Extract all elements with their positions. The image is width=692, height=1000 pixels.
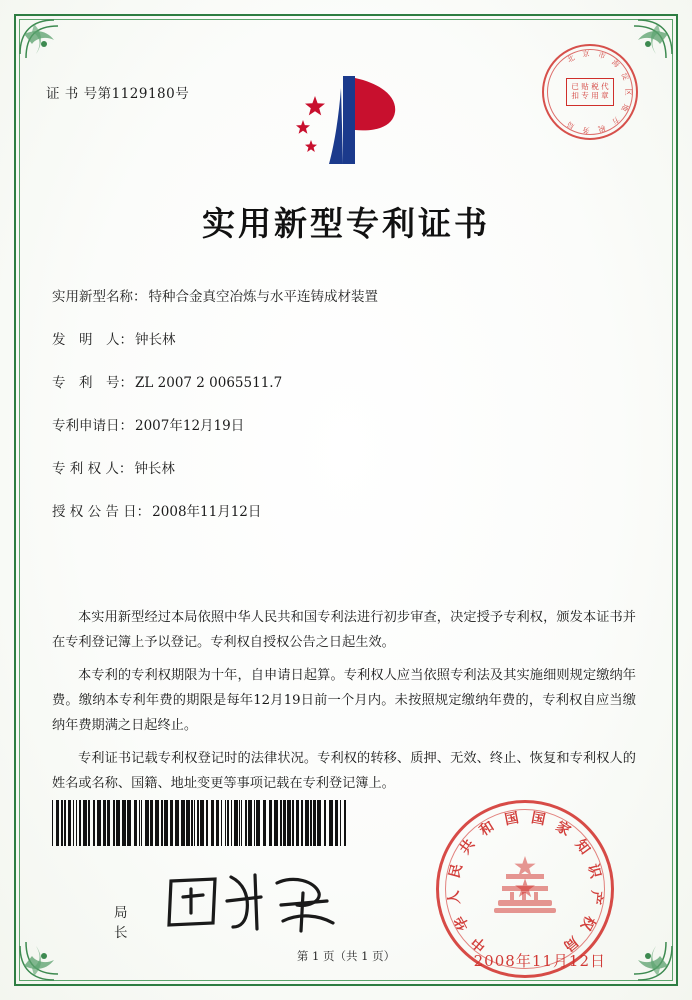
field-row [52, 500, 640, 520]
field-row [52, 414, 640, 434]
certificate-number: 证 书 号第1129180号 [46, 86, 190, 102]
field-label: 授 权 公 告 日： [52, 504, 151, 520]
patent-office-emblem-icon [285, 68, 415, 173]
field-value: 特种合金真空冶炼与水平连铸成材装置 [148, 289, 378, 305]
paragraph: 本专利的专利权期限为十年，自申请日起算。专利权人应当依照专利法及其实施细则规定缴纳年费。缴纳本专利年费的期限是每年12月19日前一个月内。未按照规定缴纳年费的，专利权自应当缴纳年费期满之日起终止。 [52, 668, 636, 733]
issue-date: 2008年11月12日 [473, 952, 606, 970]
field-row [52, 457, 640, 477]
field-label: 实用新型名称： [52, 289, 147, 305]
field-value: 2008年11月12日 [152, 504, 262, 520]
signature-label: 局长 [114, 905, 128, 941]
paragraph: 本实用新型经过本局依照中华人民共和国专利法进行初步审查，决定授予专利权，颁发本证书并在专利登记簿上予以登记。专利权自授权公告之日起生效。 [52, 610, 636, 650]
field-label: 专 利 号： [52, 375, 133, 391]
field-row [52, 328, 640, 348]
field-value: ZL 2007 2 0065511.7 [135, 375, 283, 391]
paragraph: 专利证书记载专利权登记时的法律状况。专利权的转移、质押、无效、终止、恢复和专利权人的姓名或名称、国籍、地址变更等事项记载在专利登记簿上。 [52, 751, 636, 791]
field-label: 专利申请日： [52, 418, 133, 434]
field-value: 钟长林 [135, 332, 176, 348]
document-title: 实用新型专利证书 [202, 204, 490, 243]
field-row [52, 285, 640, 305]
page-footer: 第 1 页（共 1 页） [296, 949, 396, 963]
handwritten-signature-icon [157, 867, 347, 937]
tax-seal-stamp [542, 44, 638, 140]
tax-seal-arc-text: 北 京 市 海 淀 区 地 方 税 务 局 [565, 48, 633, 136]
barcode [50, 800, 350, 846]
national-ip-office-seal: 中 华 人 民 共 和 国 国 家 知 识 产 权 局 [436, 800, 614, 978]
field-row [52, 371, 640, 391]
field-label: 专 利 权 人： [52, 461, 133, 477]
tax-seal-center-text: 已 贴 税 代 扣 专 用 章 [566, 78, 614, 106]
field-list [52, 285, 640, 543]
field-value: 钟长林 [134, 461, 175, 477]
field-value: 2007年12月19日 [135, 418, 245, 434]
legal-paragraphs [52, 605, 636, 804]
field-label: 发 明 人： [52, 332, 133, 348]
